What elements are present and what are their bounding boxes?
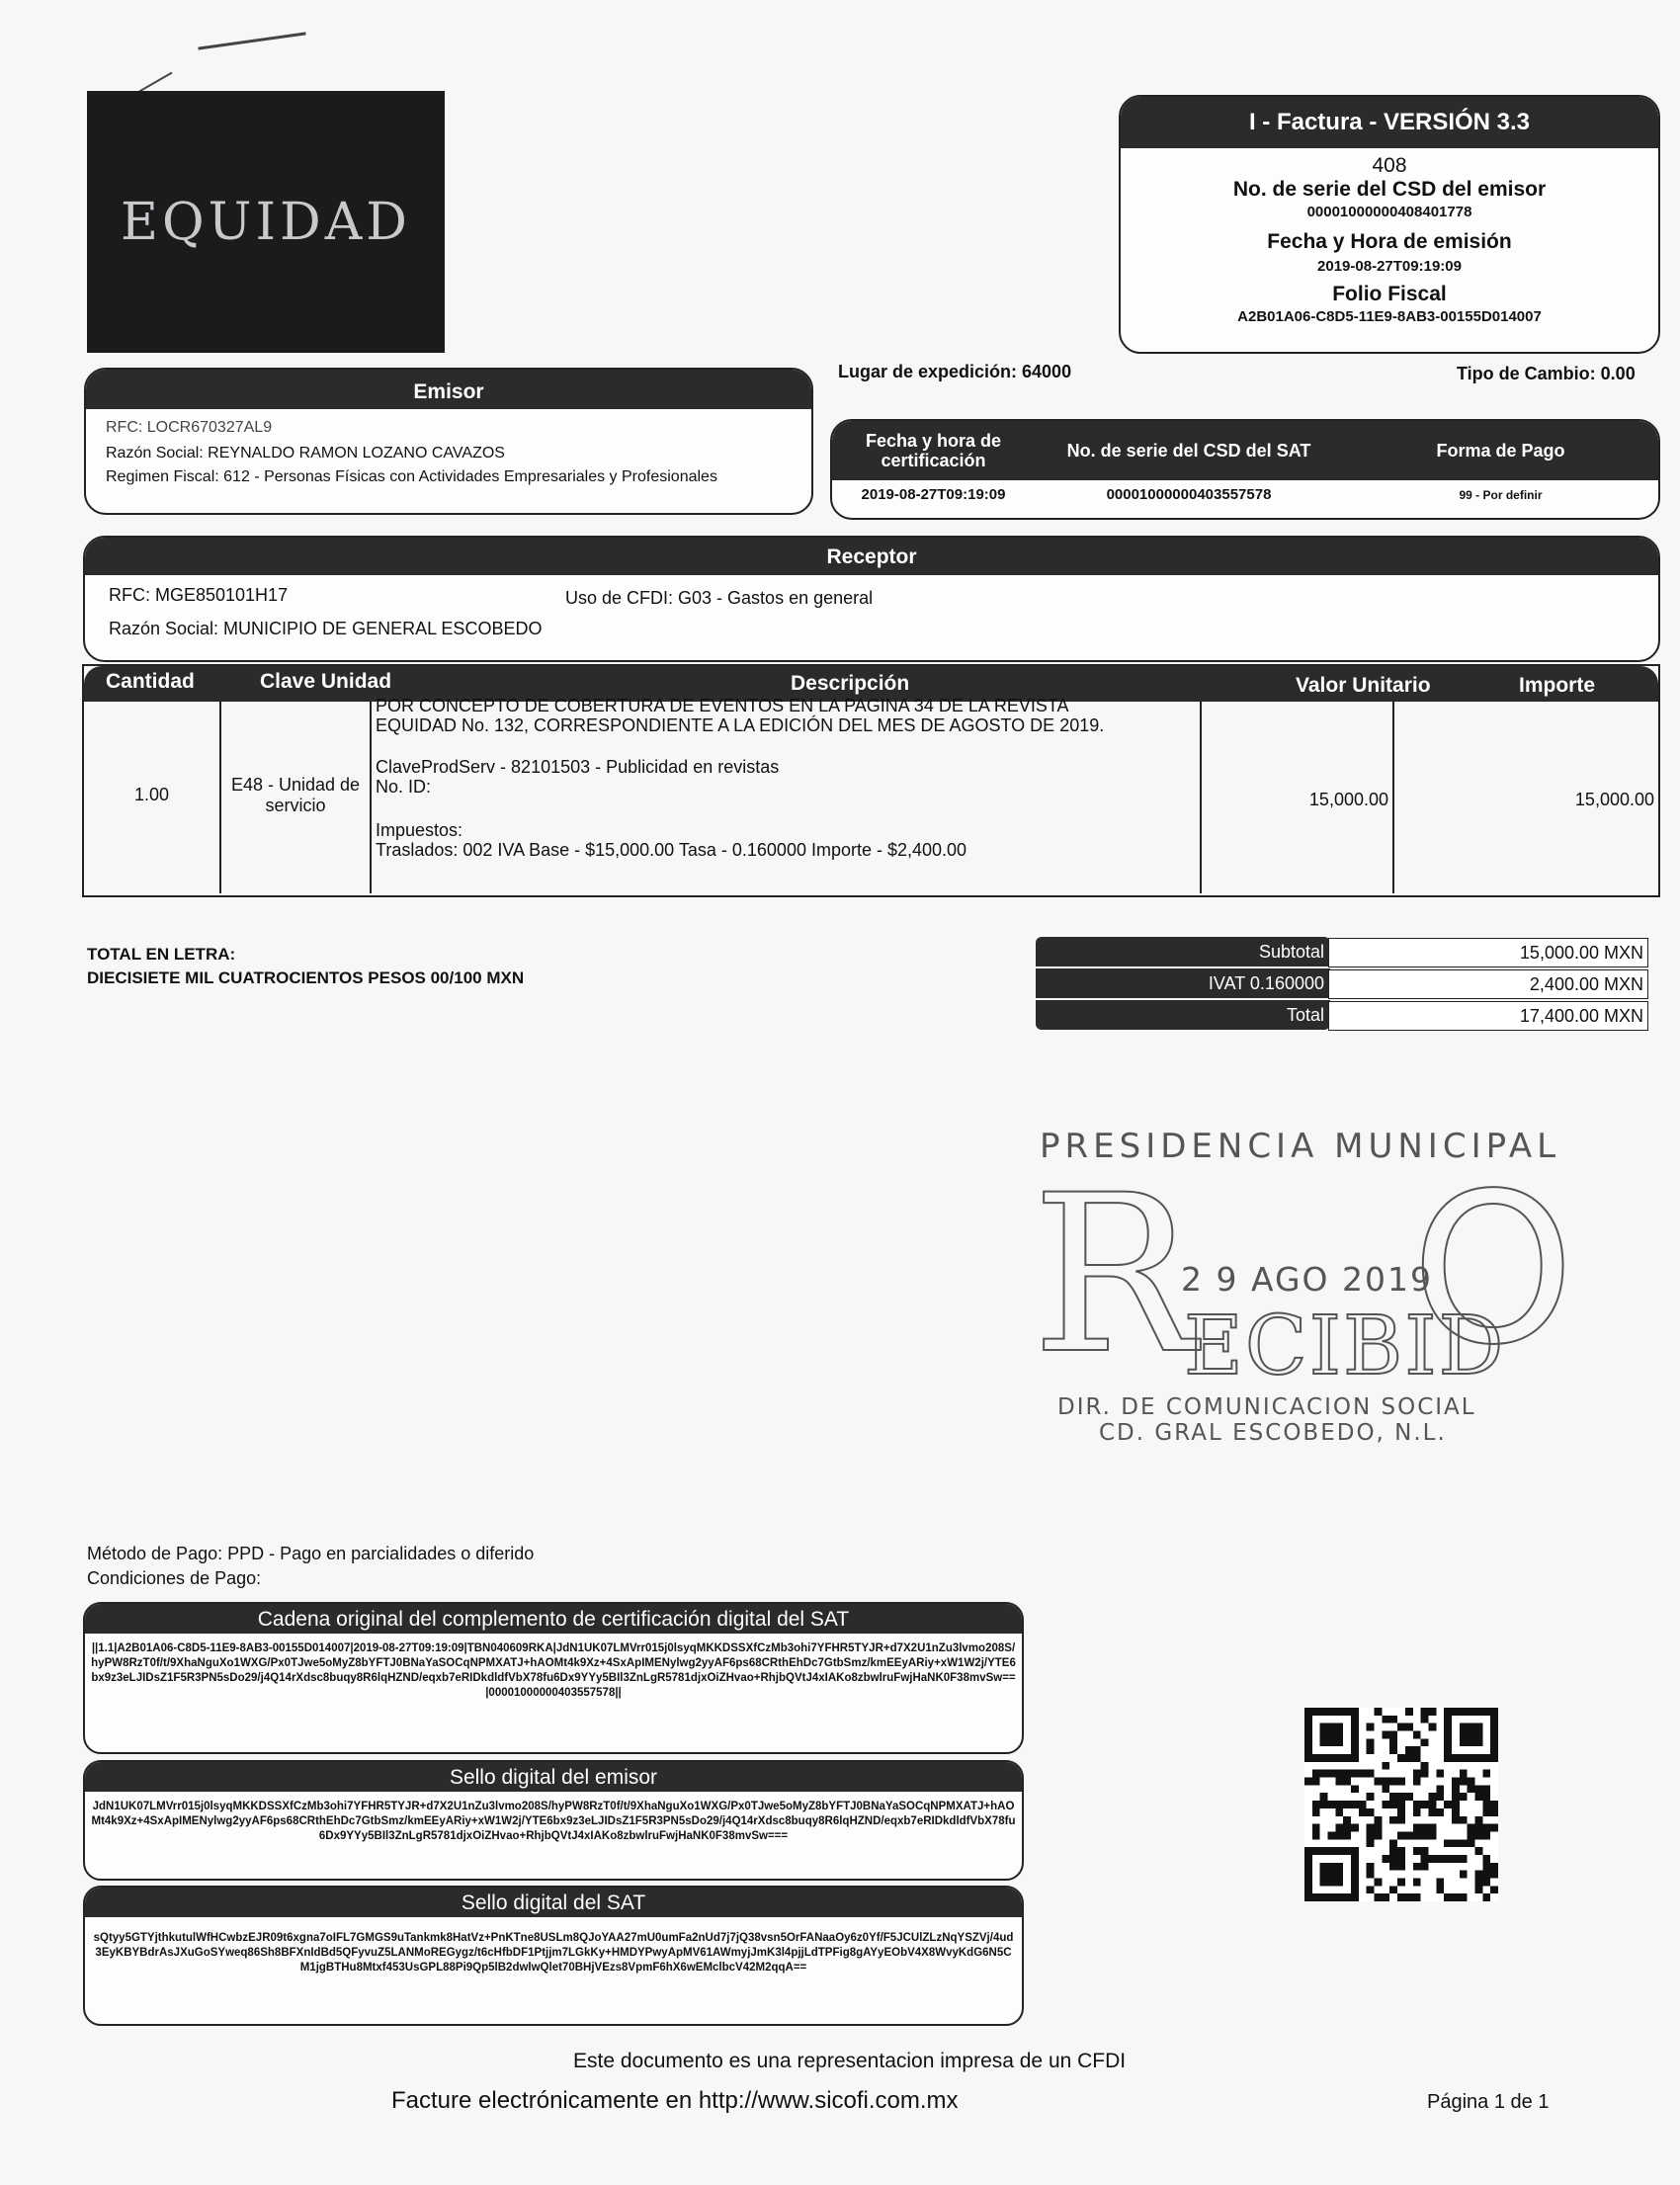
- qr-module: [1482, 1824, 1490, 1832]
- qr-module: [1460, 1816, 1468, 1824]
- qr-module: [1428, 1708, 1436, 1716]
- cell-cantidad: [84, 702, 221, 893]
- qr-module: [1490, 1886, 1498, 1893]
- qr-module: [1320, 1770, 1328, 1778]
- qr-module: [1428, 1808, 1436, 1816]
- qr-module: [1389, 1778, 1397, 1786]
- iva-value: 2,400.00 MXN: [1328, 969, 1648, 999]
- qr-module: [1382, 1716, 1389, 1723]
- qr-module: [1490, 1871, 1498, 1879]
- qr-module: [1436, 1770, 1444, 1778]
- qr-module: [1375, 1824, 1383, 1832]
- qr-finder-inner: [1320, 1863, 1344, 1887]
- qr-module: [1397, 1723, 1405, 1731]
- qr-module: [1468, 1785, 1475, 1793]
- qr-module: [1482, 1855, 1490, 1863]
- qr-module: [1335, 1824, 1343, 1832]
- qr-module: [1413, 1754, 1421, 1762]
- qr-module: [1421, 1824, 1429, 1832]
- qr-module: [1312, 1831, 1320, 1839]
- qr-module: [1397, 1855, 1405, 1863]
- qr-module: [1460, 1770, 1468, 1778]
- desc-clave-prod: ClaveProdServ - 82101503 - Publicidad en revistas: [376, 757, 780, 777]
- qr-module: [1397, 1778, 1405, 1786]
- desc-impuestos: Impuestos:: [376, 820, 463, 840]
- qr-module: [1397, 1878, 1405, 1886]
- stamp-date: 2 9 AGO 2019: [1181, 1260, 1433, 1299]
- condiciones-pago: Condiciones de Pago:: [87, 1568, 262, 1588]
- items-table: [82, 664, 1660, 897]
- qr-module: [1343, 1770, 1351, 1778]
- qr-module: [1468, 1839, 1475, 1847]
- total-letra-value: DIECISIETE MIL CUATROCIENTOS PESOS 00/100 MXN: [87, 968, 525, 987]
- qr-module: [1474, 1793, 1482, 1801]
- cell-clave: [221, 702, 372, 893]
- col-importe: Importe: [1519, 674, 1596, 697]
- qr-module: [1389, 1793, 1397, 1801]
- qr-module: [1335, 1808, 1343, 1816]
- qr-module: [1436, 1855, 1444, 1863]
- item-importe: 15,000.00: [1574, 790, 1654, 809]
- qr-module: [1397, 1893, 1405, 1901]
- qr-module: [1343, 1831, 1351, 1839]
- qr-module: [1428, 1801, 1436, 1808]
- qr-module: [1413, 1893, 1421, 1901]
- total-value: 17,400.00 MXN: [1328, 1001, 1648, 1031]
- qr-module: [1367, 1839, 1375, 1847]
- qr-module: [1413, 1731, 1421, 1739]
- qr-module: [1405, 1708, 1413, 1716]
- qr-module: [1474, 1871, 1482, 1879]
- qr-module: [1375, 1893, 1383, 1901]
- qr-module: [1312, 1770, 1320, 1778]
- qr-module: [1375, 1878, 1383, 1886]
- receptor-title: Receptor: [85, 538, 1658, 575]
- qr-module: [1460, 1893, 1468, 1901]
- qr-module: [1367, 1770, 1375, 1778]
- qr-finder-inner: [1460, 1723, 1483, 1747]
- invoice-folio: 408: [1372, 154, 1407, 177]
- qr-module: [1389, 1716, 1397, 1723]
- fecha-emision-value: 2019-08-27T09:19:09: [1317, 258, 1462, 275]
- qr-module: [1397, 1816, 1405, 1824]
- qr-module: [1490, 1801, 1498, 1808]
- qr-module: [1397, 1831, 1405, 1839]
- qr-module: [1421, 1738, 1429, 1746]
- sat-h3: Forma de Pago: [1436, 440, 1565, 461]
- metodo-pago: Método de Pago: PPD - Pago en parcialidades o diferido: [87, 1544, 535, 1563]
- qr-module: [1490, 1863, 1498, 1871]
- qr-module: [1320, 1801, 1328, 1808]
- qr-module: [1405, 1893, 1413, 1901]
- qr-module: [1468, 1831, 1475, 1839]
- qr-module: [1421, 1708, 1429, 1716]
- receptor-rfc: RFC: MGE850101H17: [109, 585, 289, 605]
- qr-module: [1413, 1824, 1421, 1832]
- qr-module: [1304, 1778, 1312, 1786]
- qr-module: [1452, 1855, 1460, 1863]
- qr-module: [1405, 1793, 1413, 1801]
- total-letra-label: TOTAL EN LETRA:: [87, 945, 236, 964]
- qr-module: [1444, 1801, 1452, 1808]
- stamp-line-2: DIR. DE COMUNICACION SOCIAL: [1057, 1394, 1476, 1420]
- qr-module: [1413, 1770, 1421, 1778]
- qr-module: [1413, 1878, 1421, 1886]
- qr-module: [1389, 1801, 1397, 1808]
- qr-module: [1397, 1847, 1405, 1855]
- cadena-title: Cadena original del complemento de certificación digital del SAT: [85, 1604, 1022, 1634]
- qr-module: [1413, 1778, 1421, 1786]
- qr-module: [1482, 1871, 1490, 1879]
- qr-module: [1320, 1793, 1328, 1801]
- fecha-emision-label: Fecha y Hora de emisión: [1267, 230, 1512, 253]
- cell-importe: [1394, 702, 1656, 893]
- item-clave-unidad: E48 - Unidad de servicio: [230, 775, 361, 815]
- lugar-expedicion: Lugar de expedición: 64000: [838, 362, 1072, 381]
- qr-module: [1482, 1801, 1490, 1808]
- qr-module: [1444, 1893, 1452, 1901]
- qr-module: [1452, 1801, 1460, 1808]
- qr-module: [1367, 1738, 1375, 1746]
- emisor-box: [84, 368, 813, 515]
- qr-module: [1367, 1793, 1375, 1801]
- qr-module: [1382, 1893, 1389, 1901]
- qr-module: [1428, 1824, 1436, 1832]
- qr-module: [1343, 1816, 1351, 1824]
- qr-module: [1452, 1808, 1460, 1816]
- qr-module: [1397, 1754, 1405, 1762]
- qr-module: [1474, 1816, 1482, 1824]
- qr-module: [1382, 1801, 1389, 1808]
- emisor-rfc: RFC: LOCR670327AL9: [106, 419, 273, 436]
- sello-sat-title: Sello digital del SAT: [85, 1888, 1022, 1917]
- qr-module: [1421, 1863, 1429, 1871]
- qr-module: [1397, 1801, 1405, 1808]
- qr-module: [1474, 1785, 1482, 1793]
- sat-v3: 99 - Por definir: [1459, 488, 1543, 502]
- col-valor-unitario: Valor Unitario: [1296, 674, 1431, 697]
- qr-module: [1413, 1847, 1421, 1855]
- item-valor-unitario: 15,000.00: [1308, 790, 1388, 809]
- qr-module: [1312, 1801, 1320, 1808]
- qr-module: [1312, 1808, 1320, 1816]
- qr-module: [1413, 1801, 1421, 1808]
- qr-code: [1302, 1708, 1500, 1901]
- qr-module: [1335, 1778, 1343, 1786]
- stamp-line-3: CD. GRAL ESCOBEDO, N.L.: [1099, 1420, 1447, 1446]
- page-number: Página 1 de 1: [1427, 2091, 1550, 2113]
- qr-module: [1405, 1746, 1413, 1754]
- qr-module: [1328, 1770, 1336, 1778]
- qr-module: [1468, 1824, 1475, 1832]
- csd-emisor-value: 00001000000408401778: [1306, 204, 1472, 220]
- qr-module: [1482, 1785, 1490, 1793]
- qr-module: [1389, 1839, 1397, 1847]
- total-label: Total: [1036, 1000, 1330, 1030]
- invoice-header-box: [1119, 95, 1660, 354]
- qr-module: [1312, 1778, 1320, 1786]
- qr-module: [1351, 1770, 1359, 1778]
- stamp-line-1: PRESIDENCIA MUNICIPAL: [1040, 1127, 1561, 1166]
- qr-module: [1428, 1793, 1436, 1801]
- stamp-letter-o: O: [1411, 1148, 1575, 1390]
- qr-module: [1389, 1886, 1397, 1893]
- stamp-word: ECIBID: [1184, 1300, 1506, 1393]
- qr-module: [1474, 1886, 1482, 1893]
- qr-module: [1482, 1770, 1490, 1778]
- sello-sat-box: [83, 1886, 1024, 2026]
- qr-module: [1405, 1723, 1413, 1731]
- qr-module: [1421, 1855, 1429, 1863]
- sat-h1: Fecha y hora de certificación: [865, 431, 1002, 470]
- item-descripcion: [376, 696, 1196, 860]
- qr-module: [1468, 1778, 1475, 1786]
- qr-module: [1444, 1855, 1452, 1863]
- invoice-title: I - Factura - VERSIÓN 3.3: [1121, 97, 1658, 148]
- qr-module: [1343, 1801, 1351, 1808]
- subtotal-value: 15,000.00 MXN: [1328, 938, 1648, 967]
- pen-mark: [198, 32, 305, 49]
- qr-module: [1413, 1808, 1421, 1816]
- qr-module: [1335, 1831, 1343, 1839]
- logo-text: EQUIDAD: [121, 192, 411, 252]
- item-cantidad: 1.00: [133, 785, 170, 804]
- qr-module: [1343, 1824, 1351, 1832]
- col-cantidad: Cantidad: [106, 670, 195, 693]
- emisor-razon: Razón Social: REYNALDO RAMON LOZANO CAVAZOS: [106, 445, 505, 462]
- sello-emisor-text: JdN1UK07LMVrr015j0lsyqMKKDSSXfCzMb3ohi7YFHR5TYJR+d7X2U1nZu3lvmo208S/hyPW8RzT0f/t/9XhaNguXo1WXG/Px0TJwe5oMyZ8bYFTJ0BNaYaSOCqNPMXATJ+hAOMt4k9Xz+4SxApIMENylwg2yyAF6ps68CRthEhDc7GtbSmz/kmEEyARiy+xW1W2j/YTE6bx9z3eLJIDsZ1F5R3PN5sDo29/j4Q14rXdsc8buqy8R6lqHZND/eqxb7eRIDkdldfVbX78fu6Dx9YYy5BIl3ZnLgR5781djxOiZHvao+RhjbQVtJ4xIAKo8zbwlruFwjHaNK0F38mvSw===: [91, 1801, 1016, 1842]
- qr-module: [1389, 1855, 1397, 1863]
- qr-module: [1452, 1839, 1460, 1847]
- desc-line-2: EQUIDAD No. 132, CORRESPONDIENTE A LA EDICIÓN DEL MES DE AGOSTO DE 2019.: [376, 715, 1105, 735]
- qr-module: [1474, 1831, 1482, 1839]
- qr-module: [1436, 1808, 1444, 1816]
- qr-module: [1367, 1824, 1375, 1832]
- qr-module: [1421, 1762, 1429, 1770]
- emisor-regimen: Regimen Fiscal: 612 - Personas Físicas con Actividades Empresariales y Profesionales: [106, 468, 717, 485]
- qr-module: [1382, 1762, 1389, 1770]
- qr-module: [1452, 1778, 1460, 1786]
- qr-module: [1460, 1793, 1468, 1801]
- qr-module: [1474, 1878, 1482, 1886]
- desc-traslados: Traslados: 002 IVA Base - $15,000.00 Tasa - 0.160000 Importe - $2,400.00: [376, 840, 967, 860]
- sat-values: [832, 480, 1658, 504]
- receptor-razon: Razón Social: MUNICIPIO DE GENERAL ESCOBEDO: [109, 619, 543, 638]
- qr-module: [1421, 1716, 1429, 1723]
- qr-module: [1428, 1831, 1436, 1839]
- subtotal-label: Subtotal: [1036, 937, 1330, 966]
- qr-module: [1351, 1785, 1359, 1793]
- qr-module: [1389, 1847, 1397, 1855]
- footer-cfdi-note: Este documento es una representacion impresa de un CFDI: [573, 2050, 1127, 2072]
- qr-module: [1389, 1816, 1397, 1824]
- cadena-text: ||1.1|A2B01A06-C8D5-11E9-8AB3-00155D014007|2019-08-27T09:19:09|TBN040609RKA|JdN1UK07LMVrr015j0lsyqMKKDSSXfCzMb3ohi7YFHR5TYJR+d7X2U1nZu3lvmo208S/hyPW8RzT0f/t/9XhaNguXo1WXG/Px0TJwe5oMyZ8bYFTJ0BNaYaSOCqNPMXATJ+hAOMt4k9Xz+4SxApIMENylwg2yyAF6ps68CRthEhDc7GtbSmz/kmEEyARiy+xW1W2j/YTE6bx9z3eLJIDsZ1F5R3PN5sDo29/j4Q14rXdsc8buqy8R6lqHZND/eqxb7eRIDkdldfVbX78fu6Dx9YYy5BIl3ZnLgR5781djxOiZHvao+RhjbQVtJ4xIAKo8zbwlruFwjHaNK0F38mvSw==|00001000000403557578||: [91, 1642, 1016, 1699]
- sat-header-bar: [832, 421, 1658, 480]
- qr-module: [1482, 1808, 1490, 1816]
- qr-module: [1389, 1738, 1397, 1746]
- qr-module: [1367, 1886, 1375, 1893]
- qr-module: [1413, 1831, 1421, 1839]
- qr-module: [1389, 1746, 1397, 1754]
- qr-module: [1452, 1893, 1460, 1901]
- csd-emisor-label: No. de serie del CSD del emisor: [1232, 178, 1547, 201]
- sello-emisor-box: [83, 1760, 1024, 1881]
- qr-module: [1351, 1824, 1359, 1832]
- qr-module: [1367, 1863, 1375, 1871]
- qr-module: [1428, 1855, 1436, 1863]
- qr-module: [1389, 1731, 1397, 1739]
- qr-module: [1328, 1801, 1336, 1808]
- qr-module: [1482, 1831, 1490, 1839]
- qr-module: [1436, 1793, 1444, 1801]
- qr-module: [1335, 1770, 1343, 1778]
- qr-module: [1405, 1831, 1413, 1839]
- col-descripcion: Descripción: [791, 672, 910, 695]
- qr-module: [1405, 1754, 1413, 1762]
- qr-module: [1335, 1801, 1343, 1808]
- qr-module: [1382, 1778, 1389, 1786]
- qr-module: [1397, 1863, 1405, 1871]
- cell-descripcion: [372, 696, 1202, 893]
- qr-module: [1460, 1871, 1468, 1879]
- qr-module: [1328, 1831, 1336, 1839]
- qr-module: [1397, 1793, 1405, 1801]
- receptor-uso: Uso de CFDI: G03 - Gastos en general: [565, 588, 874, 608]
- qr-module: [1460, 1839, 1468, 1847]
- qr-module: [1367, 1746, 1375, 1754]
- footer-website: Facture electrónicamente en http://www.sicofi.com.mx: [391, 2087, 959, 2114]
- qr-module: [1382, 1731, 1389, 1739]
- qr-module: [1460, 1778, 1468, 1786]
- folio-fiscal-label: Folio Fiscal: [1332, 283, 1447, 305]
- qr-module: [1421, 1801, 1429, 1808]
- qr-module: [1367, 1831, 1375, 1839]
- cadena-original-box: [83, 1602, 1024, 1754]
- qr-module: [1482, 1793, 1490, 1801]
- qr-module: [1482, 1878, 1490, 1886]
- sello-sat-text: sQtyy5GTYjthkutulWfHCwbzEJR09t6xgna7oIFL7GMGS9uTankmk8HatVz+PnKTne8USLm8QJoYAA27mU0umFa2nUd7j7jQ38vsn5OrFANaaOy6z0Yf/F5JCUlZLzNqYSZVj/4ud3EyKBYBdrAsJXuGoSYweq86Sh8BFXnIdBd5QFyvuZ5LANMoREGygz/t6cHfbDF1Ptjjm7LGkKy+HMDYPwyApMV61AWmyjJmK3l4pjjLdTPFig8gAYyEObV4X8WvyKdG6N5CM1jgBTHu8Mtxf453UsGPL88Pi9Qp5lB2dwlwQlet70BHjVEzs8VpmF6hX6wEMclbcV42M2qqA==: [93, 1932, 1014, 1974]
- qr-module: [1490, 1824, 1498, 1832]
- stamp-letter-r: R: [1032, 1148, 1196, 1401]
- qr-module: [1367, 1723, 1375, 1731]
- qr-module: [1482, 1893, 1490, 1901]
- qr-module: [1312, 1824, 1320, 1832]
- qr-module: [1474, 1824, 1482, 1832]
- qr-module: [1436, 1878, 1444, 1886]
- qr-finder-inner: [1320, 1723, 1344, 1747]
- emisor-title: Emisor: [86, 370, 811, 409]
- cell-valor: [1202, 702, 1394, 893]
- folio-fiscal-value: A2B01A06-C8D5-11E9-8AB3-00155D014007: [1237, 308, 1542, 325]
- sat-h2: No. de serie del CSD del SAT: [1066, 440, 1311, 461]
- qr-module: [1421, 1847, 1429, 1855]
- sat-v2: 00001000000403557578: [1106, 486, 1272, 503]
- qr-module: [1375, 1778, 1383, 1786]
- qr-module: [1382, 1855, 1389, 1863]
- qr-module: [1452, 1785, 1460, 1793]
- qr-module: [1343, 1778, 1351, 1786]
- receptor-box: [83, 536, 1660, 662]
- qr-module: [1397, 1808, 1405, 1816]
- qr-module: [1375, 1708, 1383, 1716]
- qr-module: [1359, 1770, 1367, 1778]
- sat-v1: 2019-08-27T09:19:09: [861, 486, 1006, 503]
- qr-module: [1413, 1863, 1421, 1871]
- desc-line-1: POR CONCEPTO DE COBERTURA DE EVENTOS EN LA PAGINA 34 DE LA REVISTA: [376, 696, 1069, 715]
- desc-no-id: No. ID:: [376, 777, 432, 797]
- qr-module: [1375, 1816, 1383, 1824]
- qr-module: [1482, 1863, 1490, 1871]
- qr-module: [1389, 1863, 1397, 1871]
- qr-module: [1444, 1839, 1452, 1847]
- tipo-cambio: Tipo de Cambio: 0.00: [1457, 364, 1636, 383]
- qr-module: [1436, 1886, 1444, 1893]
- sello-emisor-title: Sello digital del emisor: [85, 1762, 1022, 1792]
- qr-module: [1452, 1793, 1460, 1801]
- qr-module: [1351, 1801, 1359, 1808]
- qr-module: [1367, 1871, 1375, 1879]
- qr-module: [1421, 1831, 1429, 1839]
- company-logo: [87, 91, 445, 353]
- qr-module: [1460, 1855, 1468, 1863]
- qr-module: [1474, 1847, 1482, 1855]
- iva-label: IVAT 0.160000: [1036, 968, 1330, 998]
- qr-module: [1421, 1770, 1429, 1778]
- qr-module: [1367, 1808, 1375, 1816]
- qr-module: [1359, 1808, 1367, 1816]
- recibido-stamp: [1028, 1112, 1575, 1458]
- qr-module: [1436, 1785, 1444, 1793]
- sat-cert-box: [830, 419, 1660, 520]
- qr-module: [1382, 1785, 1389, 1793]
- qr-module: [1413, 1746, 1421, 1754]
- qr-module: [1452, 1816, 1460, 1824]
- qr-module: [1359, 1801, 1367, 1808]
- qr-module: [1375, 1831, 1383, 1839]
- qr-module: [1428, 1723, 1436, 1731]
- qr-module: [1490, 1808, 1498, 1816]
- col-clave-unidad: Clave Unidad: [260, 670, 392, 693]
